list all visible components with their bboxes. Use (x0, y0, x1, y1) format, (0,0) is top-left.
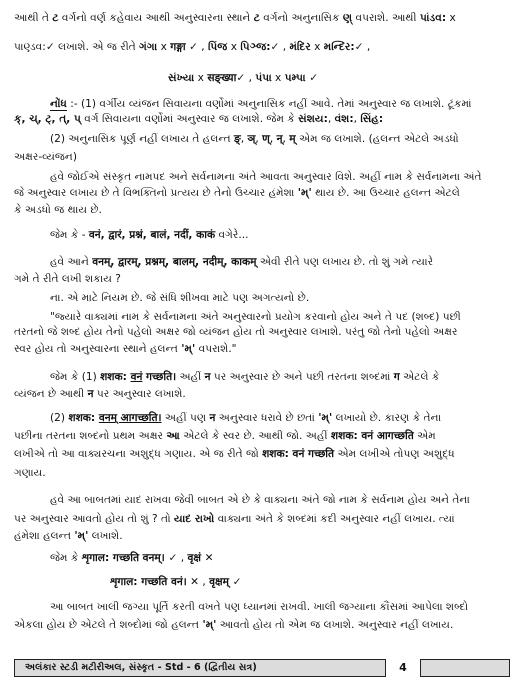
text-segment: ણ્ (342, 12, 353, 24)
text-segment: वनम् आगच्छति। (98, 412, 162, 424)
text-segment: જે અનુસ્વાર લખાય છે તે વિભક્તિનો પ્રત્યય છે તેનો ઉચ્ચાર હંમેશા (14, 187, 298, 199)
text-segment: પિંજ (208, 41, 228, 53)
text-segment: અક્ષર-વ્યંજન) (14, 151, 77, 163)
text-segment: गङ्गा (170, 41, 186, 53)
text-segment: न (204, 371, 211, 383)
text-segment: વંશ: (334, 113, 354, 125)
text-segment: सङ्ख्या (207, 72, 237, 84)
text-line (0, 387, 524, 401)
text-segment: લખાશે. (88, 530, 123, 542)
text-segment: 'મ્' (181, 343, 196, 355)
text-segment: પાંડવ: (419, 12, 447, 24)
text-segment: વગેરે... (215, 229, 249, 241)
text-line (0, 291, 524, 305)
text-segment: વપરાશે." (195, 343, 237, 355)
text-line (0, 97, 524, 111)
text-segment: સ્વર હોય તો અનુસ્વારના સ્થાને હલન્ત (14, 343, 182, 355)
check-mark-icon: ✓ (270, 41, 280, 53)
text-segment: તરતનો જે શબ્દ હોય તેનો પહેલો અક્ષર જો વ્યંજન હોય તો અનુસ્વાર લખાશે. પરંતુ જો તેનો પહેલો અક્ષર (14, 326, 458, 338)
footer-label: અલંકાર સ્ટડી મટીરીઅલ, સંસ્કૃત - Std - 6 (દ્વિતીય સત્ર) (14, 659, 386, 677)
check-mark-icon: ✓ (236, 72, 246, 84)
text-segment: આવતો હોય તો એમ જ લખાશે. અનુસ્વાર નહીં લખાય. (216, 619, 454, 631)
text-segment: 'મ્' (318, 412, 333, 424)
text-line (0, 272, 524, 286)
text-segment: પમ્પા (284, 72, 306, 84)
text-segment: સંખ્યા (168, 72, 195, 84)
text-segment: એકલા હોય છે એટલે તે શબ્દોમાં જો હલન્ત (14, 619, 203, 631)
text-segment: વાક્યના અંતે કે શબ્દમાં કદી અનુસ્વાર નહીં લખાય. ત્યાં (214, 513, 455, 525)
text-line (0, 551, 524, 565)
text-segment: અહીં પણ (161, 412, 210, 424)
text-segment: આ બાબત ખાલી જગ્યા પૂર્તિ કરતી વખતે પણ ધ્યાનમાં રાખવી. ખાલી જગ્યાના કૌંસમાં આપેલા શબ્દો (50, 601, 469, 613)
text-line (0, 512, 524, 526)
text-segment: આથી તે (14, 12, 53, 24)
text-segment: ટ (52, 12, 59, 24)
text-line (0, 370, 524, 384)
text-segment: , (197, 41, 209, 53)
text-segment: , (269, 133, 277, 145)
text-segment: x (310, 41, 324, 53)
text-segment: લખાશે. એ જ રીતે (54, 41, 140, 53)
text-segment: અહીં (176, 371, 205, 383)
text-segment: લખાયો છે. કારણ કે તેના (332, 412, 442, 424)
text-segment: शशक: वनं गच्छति (262, 448, 335, 460)
text-segment: જેમ કે (50, 552, 82, 564)
text-line (0, 411, 524, 425)
text-segment: x (271, 72, 285, 84)
text-segment: પંપા (255, 72, 272, 84)
check-mark-icon: ✓ (189, 41, 198, 53)
text-segment: 'મ્' (297, 187, 312, 199)
text-segment: न् (276, 133, 283, 145)
text-segment: પછીના તરતના શબ્દનો પ્રથમ અક્ષર (14, 430, 167, 442)
text-line (0, 493, 524, 507)
text-segment: वनं (130, 371, 143, 383)
text-segment: वृक्षम् (209, 576, 229, 588)
text-line (0, 150, 524, 164)
text-segment: યાદ રાખો (174, 513, 215, 525)
text-segment: વર્ગનો અનુનાસિક (259, 12, 343, 24)
text-segment: મન્દિર: (323, 41, 355, 53)
text-line (0, 466, 524, 480)
text-segment: "જ્યારે વાક્યમાં નામ કે સર્વનામના અંતે અનુસ્વારનો પ્રયોગ કરવાનો હોય અને તે પદ (શબ્દ) પછી (50, 311, 461, 323)
text-segment: ण् (262, 133, 270, 145)
text-segment: નોંધ (50, 98, 67, 110)
page-number: 4 (399, 661, 407, 674)
text-segment: એમ (413, 430, 436, 442)
text-segment: x (157, 41, 171, 53)
text-line (0, 310, 524, 324)
text-segment: પર અનુસ્વાર આવતો હોય તો શું ? તો (14, 513, 175, 525)
text-segment: પર અનુસ્વાર છે અને પછી તરતના શબ્દમાં (210, 371, 394, 383)
text-segment: , (177, 552, 188, 564)
text-segment: , (363, 41, 371, 53)
text-segment: , (245, 72, 256, 84)
text-segment: 'મ્' (202, 619, 217, 631)
check-mark-icon: ✓ (305, 72, 319, 84)
text-line (0, 447, 524, 461)
footer-decoration-box (420, 659, 510, 677)
text-line (0, 529, 524, 543)
text-segment: (2) અનુનાસિક પૂર્ણ નહીં લખાય તે હલન્ત (50, 133, 235, 145)
text-line (0, 203, 524, 217)
text-segment: લખીએ તો આ વાક્યરચના અશુદ્ધ ગણાય. એ જ રીતે જો (14, 448, 263, 460)
check-mark-icon: ✓ (45, 41, 55, 53)
text-segment: હવે આને (50, 256, 93, 268)
text-segment: न (87, 388, 94, 400)
text-segment: આ (166, 430, 180, 442)
check-mark-icon: ✓ (228, 576, 242, 588)
text-segment: शृगाल: गच्छति वनम्। (81, 552, 165, 564)
text-segment: સંશય: (298, 113, 328, 125)
text-segment: એટલે કે (399, 371, 440, 383)
page-footer (14, 659, 510, 677)
text-segment: હવે આ બાબતમાં યાદ રાખવા જેવી બાબત એ છે કે વાક્યના અંતે જો નામ કે સર્વનામ હોય અને તેના (50, 494, 470, 506)
text-line (0, 186, 524, 200)
text-segment: x (446, 12, 456, 24)
text-segment: , (353, 113, 361, 125)
text-segment: હવે જોઈએ સંસ્કૃત નામપદ અને સર્વનામના અંતે આવતા અનુસ્વાર વિશે. અહીં નામ કે સર્વનામના અંતે (50, 171, 482, 183)
text-segment: ના. એ માટે નિયમ છે. જે સંધિ શીખવા માટે પણ અગત્યનો છે. (50, 292, 310, 304)
text-segment: , (282, 133, 290, 145)
text-line (0, 575, 524, 589)
text-line (0, 228, 524, 242)
text-line (0, 255, 524, 269)
text-segment: વપરાશે. આથી (352, 12, 420, 24)
text-line (0, 618, 524, 632)
text-segment: વર્ગ સિવાયના વર્ણોમાં અનુસ્વાર જ લખાશે. જેમ કે (80, 113, 299, 125)
check-mark-icon: ✓ (164, 552, 178, 564)
text-segment: शशक: वनं आगच्छति (330, 430, 414, 442)
text-segment: वृक्षं (187, 552, 201, 564)
text-line (0, 429, 524, 443)
text-segment: शशक: (100, 371, 131, 383)
text-line (0, 11, 524, 25)
text-segment: न (209, 412, 216, 424)
check-mark-icon: ✓ (354, 41, 364, 53)
text-segment: ञ् (247, 133, 256, 145)
text-line (0, 71, 524, 85)
text-segment: એવી રીતે પણ લખાય છે. તો શું ગમે ત્યારે (256, 256, 434, 268)
text-segment: પર અનુસ્વાર લખાશે. (93, 388, 186, 400)
text-line (0, 40, 524, 54)
text-segment: વ્યંજન છે આથી (14, 388, 88, 400)
text-line (0, 342, 524, 356)
text-segment: , (327, 113, 335, 125)
text-segment: મંદિર (289, 41, 311, 53)
text-segment: (2) (50, 412, 69, 424)
text-line (0, 132, 524, 146)
text-segment: એટલે કે સ્વર છે. આથી જો. અહીં (179, 430, 331, 442)
text-segment: કે અડધો જ થાય છે. (14, 204, 102, 216)
text-segment: शशक: (68, 412, 99, 424)
text-segment: ટ (253, 12, 260, 24)
text-segment: , (255, 133, 263, 145)
text-segment: એમ જ લખાશે. (હલન્ત એટલે અડધો (295, 133, 459, 145)
text-line (0, 170, 524, 184)
text-line (0, 600, 524, 614)
text-line (0, 325, 524, 339)
text-segment: x (194, 72, 208, 84)
text-segment: હંમેશા હલન્ત (14, 530, 75, 542)
text-segment: જેમ કે (1) (50, 371, 101, 383)
text-segment: ग (393, 371, 400, 383)
text-segment: वनम्, द्वारम्, प्रश्नम्, बालम्, नदीम्, काकम् (92, 256, 257, 268)
text-segment: પિઞ્જ: (240, 41, 271, 53)
text-segment: એમ લખીએ તોપણ અશુદ્ધ (334, 448, 455, 460)
text-segment: ङ् (234, 133, 241, 145)
text-segment: गच्छति। (142, 371, 177, 383)
cross-mark-icon: ✕ (200, 552, 214, 564)
text-segment: અનુસ્વાર ધરાવે છે છતાં (215, 412, 319, 424)
text-segment: शृगाल: गच्छति वनं। (110, 576, 187, 588)
text-segment: , (240, 133, 248, 145)
text-segment: ગંગા (139, 41, 158, 53)
text-segment: ગણાય. (14, 467, 46, 479)
text-segment: , (279, 41, 290, 53)
text-segment: ક્, ચ્, ટ્, ત્, પ્ (14, 113, 81, 125)
text-segment: સિંહ: (360, 113, 384, 125)
text-segment: થાય છે. આ ઉચ્ચાર હલન્ત એટલે (311, 187, 460, 199)
text-segment: म् (289, 133, 296, 145)
text-segment: ગમે તે રીતે લખી શકાય ? (14, 273, 121, 285)
text-segment: :- (1) વર્ગીય વ્યંજન સિવાયના વર્ણોમાં અનુનાસિક નહીં આવે. તેમાં અનુસ્વાર જ લખાશે. ટૂંકમાં (66, 98, 472, 110)
text-line (0, 112, 524, 126)
text-segment: x (227, 41, 241, 53)
text-segment: જેમ કે - (50, 229, 89, 241)
text-segment: પાણ્ડવ: (14, 41, 46, 53)
text-segment: વર્ગનો વર્ણ કહેવાય આથી અનુસ્વારના સ્થાને (58, 12, 254, 24)
text-segment: ✕ , (186, 576, 210, 588)
text-segment: वनं, द्वारं, प्रश्नं, बालं, नदीं, काकं (88, 229, 216, 241)
text-segment: 'મ્' (74, 530, 89, 542)
